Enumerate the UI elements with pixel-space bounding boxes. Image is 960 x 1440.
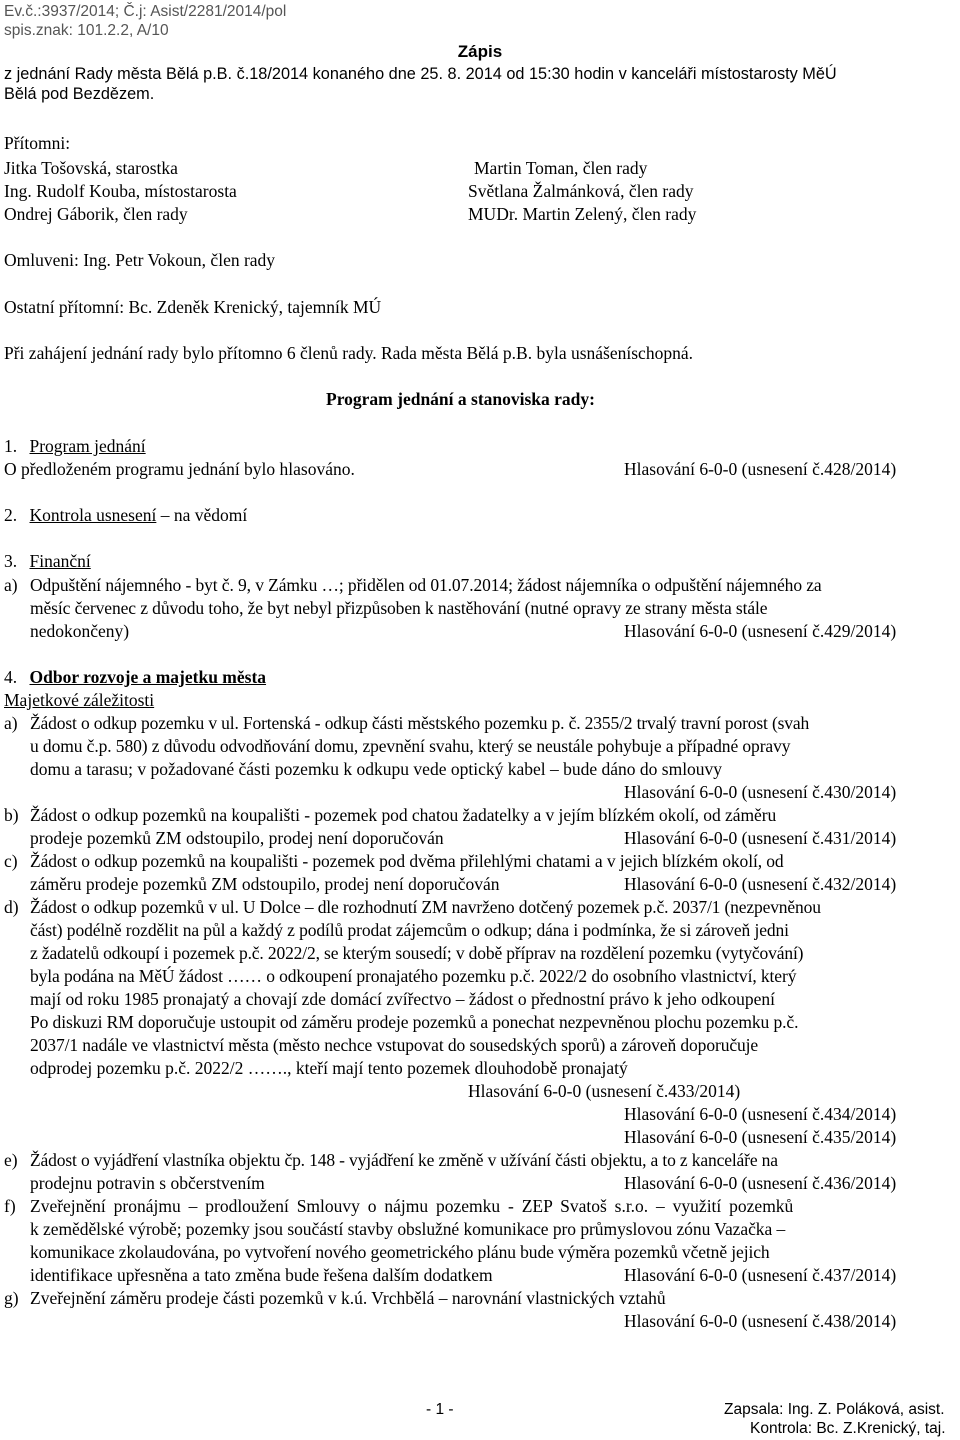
item-label: d)	[4, 897, 19, 917]
item-label: f)	[4, 1196, 16, 1216]
excused-members: Omluveni: Ing. Petr Vokoun, člen rady	[4, 250, 276, 270]
written-by: Zapsala: Ing. Z. Poláková, asist.	[724, 1401, 945, 1418]
item-text: Odpuštění nájemného - byt č. 9, v Zámku …; přidělen od 01.07.2014; žádost nájemníka o odpuštění nájemného za	[30, 575, 822, 595]
item-label: e)	[4, 1150, 18, 1170]
section-1-heading	[4, 435, 146, 458]
section-3-heading	[4, 550, 91, 573]
vote-result: Hlasování 6-0-0 (usnesení č.430/2014)	[624, 782, 897, 802]
quorum-statement: Při zahájení jednání rady bylo přítomno 6 členů rady. Rada města Bělá p.B. byla usnášeníschopná.	[4, 343, 693, 363]
vote-result: Hlasování 6-0-0 (usnesení č.438/2014)	[624, 1311, 897, 1331]
item-text: Žádost o odkup pozemků v ul. U Dolce – dle rozhodnutí ZM navrženo dotčený pozemek p.č. 2037/1 (nezpevněnou	[30, 897, 821, 917]
vote-result: Hlasování 6-0-0 (usnesení č.431/2014)	[624, 828, 897, 848]
item-text: k zemědělské výrobě; pozemky jsou součástí stavby obslužné komunikace pro průmyslovou zónu Vazačka –	[30, 1219, 786, 1239]
item-text: prodeje pozemků ZM odstoupilo, prodej není doporučován	[30, 828, 444, 848]
item-text: Zveřejnění pronájmu – prodloužení Smlouvy o nájmu pozemku - ZEP Svatoš s.r.o. – využití pozemků	[30, 1196, 794, 1216]
section-number: 2.	[4, 505, 18, 525]
item-text: Žádost o odkup pozemků na koupališti - pozemek pod chatou žadatelky a v jejím blízkém okolí, od záměru	[30, 805, 777, 825]
vote-result: Hlasování 6-0-0 (usnesení č.435/2014)	[624, 1127, 897, 1147]
attendee: Ondrej Gáborik, člen rady	[4, 204, 188, 224]
section-1-text: O předloženém programu jednání bylo hlasováno.	[4, 459, 355, 479]
item-text: Po diskuzi RM doporučuje ustoupit od záměru prodeje pozemků a ponechat nezpevněnou plochu pozemku p.č.	[30, 1012, 799, 1032]
item-text: část) podélně rozdělit na půl a každý z podílů prodat zájemcům o odkup; dána i podmínka, že si zároveň jedni	[30, 920, 789, 940]
section-note: – na vědomí	[160, 505, 248, 525]
document-title: Zápis	[457, 42, 503, 61]
item-text: odprodej pozemku p.č. 2022/2 ……., kteří mají tento pozemek dlouhodobě pronajatý	[30, 1058, 628, 1078]
item-text: záměru prodeje pozemků ZM odstoupilo, prodej není doporučován	[30, 874, 500, 894]
item-text: nedokončeny)	[30, 621, 130, 641]
program-heading: Program jednání a stanoviska rady:	[326, 389, 595, 409]
section-4-heading	[4, 666, 266, 689]
item-text: Žádost o vyjádření vlastníka objektu čp. 148 - vyjádření ke změně v užívání části objektu, a to z kanceláře na	[30, 1150, 778, 1170]
item-label: a)	[4, 575, 18, 595]
vote-result: Hlasování 6-0-0 (usnesení č.436/2014)	[624, 1173, 897, 1193]
section-number: 1.	[4, 436, 18, 456]
section-title: Kontrola usnesení	[29, 505, 157, 525]
vote-result: Hlasování 6-0-0 (usnesení č.433/2014)	[468, 1081, 741, 1101]
attendee: Martin Toman, člen rady	[474, 158, 648, 178]
other-attendees: Ostatní přítomní: Bc. Zdeněk Krenický, tajemník MÚ	[4, 297, 382, 317]
section-title: Program jednání	[29, 436, 146, 456]
section-number: 3.	[4, 551, 18, 571]
item-text: domu a tarasu; v požadované části pozemku k odkupu vede optický kabel – bude dáno do smlouvy	[30, 759, 723, 779]
vote-result: Hlasování 6-0-0 (usnesení č.432/2014)	[624, 874, 897, 894]
present-label: Přítomni:	[4, 133, 71, 153]
item-text: z žadatelů odkoupí i pozemek p.č. 2022/2, se kterým sousedí; v době příprav na rozdělení pozemku (vytyčování)	[30, 943, 804, 963]
item-label: g)	[4, 1288, 19, 1308]
item-text: komunikace zkolaudována, po vytvoření nového geometrického plánu bude výměra pozemků včetně jejich	[30, 1242, 770, 1262]
item-text: měsíc červenec z důvodu toho, že byt nebyl přizpůsoben k nastěhování (nutné opravy ze strany města stále	[30, 598, 768, 618]
page-number: - 1 -	[426, 1401, 454, 1418]
checked-by: Kontrola: Bc. Z.Krenický, taj.	[750, 1420, 946, 1437]
item-text: identifikace upřesněna a tato změna bude řešena dalším dodatkem	[30, 1265, 493, 1285]
item-text: 2037/1 nadále ve vlastnictví města (město nechce vstupovat do sousedských sporů) a zároveň doporučuje	[30, 1035, 759, 1055]
section-subtitle: Majetkové záležitosti	[4, 690, 155, 710]
vote-result: Hlasování 6-0-0 (usnesení č.434/2014)	[624, 1104, 897, 1124]
vote-result: Hlasování 6-0-0 (usnesení č.429/2014)	[624, 621, 897, 641]
meeting-description: z jednání Rady města Bělá p.B. č.18/2014 konaného dne 25. 8. 2014 od 15:30 hodin v kanceláři místostarosty MěÚ	[4, 65, 837, 83]
attendee: Ing. Rudolf Kouba, místostarosta	[4, 181, 237, 201]
item-text: byla podána na MěÚ žádost …… o odkoupení pronajatého pozemku p.č. 2022/2 do osobního vlastnictví, který	[30, 966, 797, 986]
item-text: Žádost o odkup pozemků na koupališti - pozemek pod dvěma přilehlými chatami a v jejich blízkém okolí, od	[30, 851, 784, 871]
item-text: u domu č.p. 580) z důvodu odvodňování domu, zpevnění svahu, který se neustále pohybuje a případné opravy	[30, 736, 791, 756]
item-label: b)	[4, 805, 19, 825]
meeting-description-cont: Bělá pod Bezdězem.	[4, 85, 155, 103]
vote-result: Hlasování 6-0-0 (usnesení č.428/2014)	[624, 459, 897, 479]
reference-number: Ev.č.:3937/2014; Č.j: Asist/2281/2014/pol	[4, 3, 287, 20]
attendee: MUDr. Martin Zelený, člen rady	[468, 204, 697, 224]
item-label: c)	[4, 851, 18, 871]
section-title: Odbor rozvoje a majetku města	[29, 667, 267, 687]
item-text: Žádost o odkup pozemku v ul. Fortenská - odkup části městského pozemku p. č. 2355/2 trvalý travní porost (svah	[30, 713, 810, 733]
section-2-heading	[4, 504, 247, 527]
item-text: mají od roku 1985 pronajatý a chovají zde domácí zvířectvo – žádost o přednostní právo k jeho odkoupení	[30, 989, 776, 1009]
item-label: a)	[4, 713, 18, 733]
file-mark: spis.znak: 101.2.2, A/10	[4, 22, 169, 39]
item-text: Zveřejnění záměru prodeje části pozemků v k.ú. Vrchbělá – narovnání vlastnických vztahů	[30, 1288, 666, 1308]
vote-result: Hlasování 6-0-0 (usnesení č.437/2014)	[624, 1265, 897, 1285]
attendee: Světlana Žalmánková, člen rady	[468, 181, 694, 201]
attendee: Jitka Tošovská, starostka	[4, 158, 178, 178]
section-number: 4.	[4, 667, 18, 687]
item-text: prodejnu potravin s občerstvením	[30, 1173, 265, 1193]
section-title: Finanční	[29, 551, 91, 571]
